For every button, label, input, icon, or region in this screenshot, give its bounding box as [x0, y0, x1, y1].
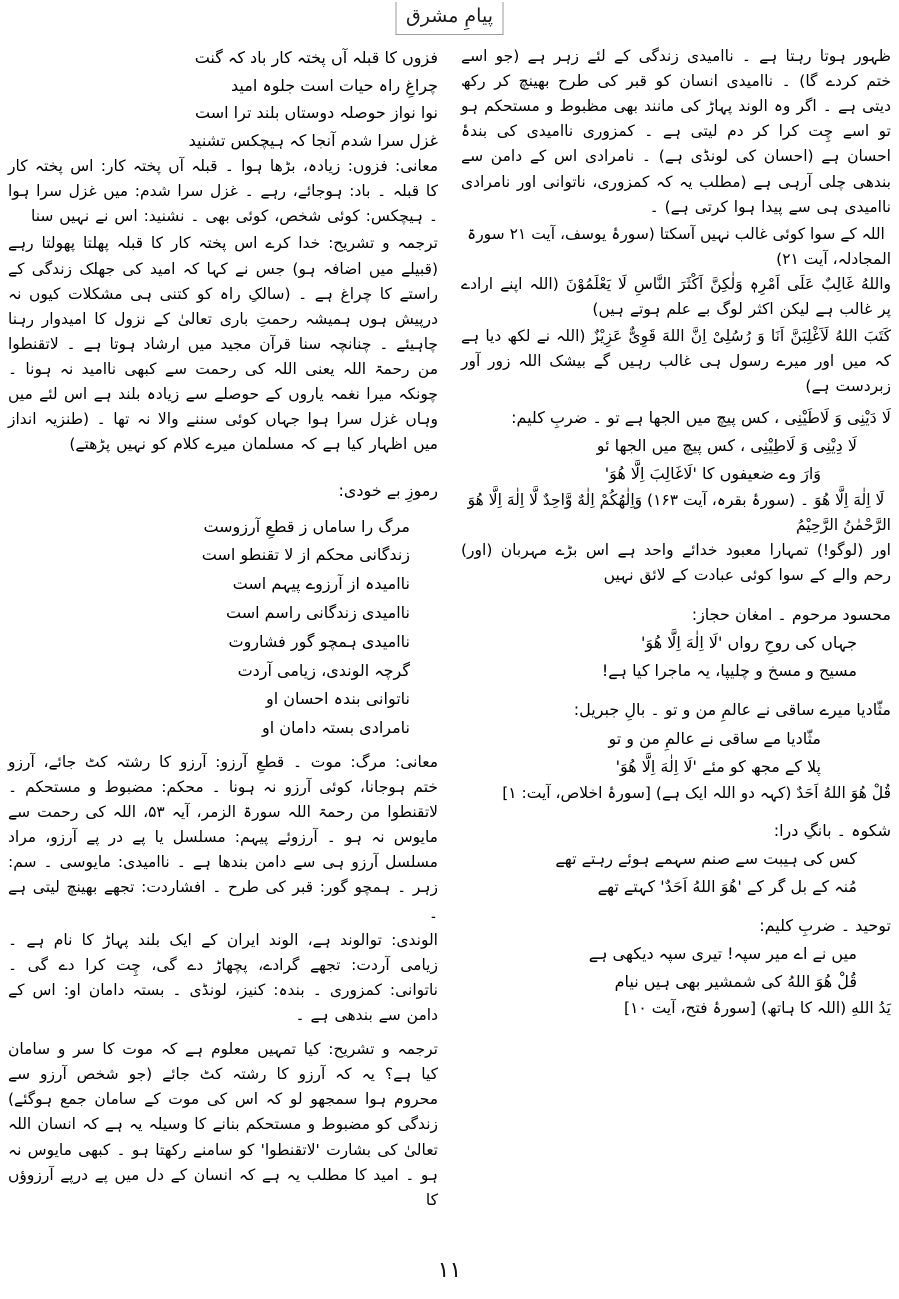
page-number: ۱۱ [437, 1258, 462, 1283]
verse-line: ناامیدی زندگانی راسم است [226, 602, 410, 622]
verse-line: وَارَ وے ضعیفوں کا 'لَاغَالِبَ اِلَّا هُوَ' [604, 463, 821, 483]
verse-line: نوا نواز حوصلہ دوستاں بلند ترا است [195, 103, 438, 123]
section-heading: شکوہ ۔ بانگِ درا: [773, 820, 891, 840]
verse-line: مرگ را ساماں ز قطعِ آرزوست [203, 516, 410, 536]
verse-line: مُنہ کے بل گر کے 'هُوَ اللهُ اَحَدٌ' کہتے تھے [597, 876, 857, 896]
verse-line: غزل سرا شدم آنجا کہ ہیچکس تشنید [188, 130, 438, 150]
text-columns [0, 44, 899, 1244]
glossary-paragraph: معانی: مرگ: موت ۔ قطعِ آرزو: آرزو کا رشتہ کٹ جائے، آرزو ختم ہوجانا، کوئی آرزو نہ ہونا ۔ محکم: مضبوط و مستحکم ۔ لاتقنطوا من رحمۃ اللہ سورۃ الزمر، آیہ ۵۳، اللہ کی رحمت سے مایوس نہ ہو ۔ آرزوئے پیہم: مسلسل یا پے در پے آرزو، مراد مسلسل آرزو ہی سے دامن بندھا ہے ۔ ناامیدی: مایوسی ۔ سم: زہر ۔ ہمچو گور: قبر کی طرح ۔ افشاردت: تجھے بھینچ لیتی ہے ۔ [8, 752, 438, 922]
verse-line: زندگانی محکم از لا تقنطو است [201, 545, 410, 565]
verse-line: گرچہ الوندی، زیامی آردت [237, 660, 410, 680]
column-left [8, 44, 438, 1215]
verse-line: نامرادی بستہ دامان او [262, 718, 410, 738]
paragraph: ظہور ہوتا رہتا ہے ۔ ناامیدی زندگی کے لئے زہر ہے (جو اسے ختم کردے گا) ۔ ناامیدی انسان کو قبر کی طرح بھینچ کر رکھ دیتی ہے ۔ اگر وہ الوند پہاڑ کی مانند بھی مظبوط و مستحکم ہو تو اسے چِت کرا کر دم لیتی ہے ۔ کمزوری ناامیدی کی بندۂ احسان ہے (احسان کی لونڈی ہے) ۔ نامرادی اس کے دامن سے بندھی چلی آرہی ہے (مطلب یہ کہ کمزوری، ناتوانی اور نامرادی ناامیدی ہی سے پیدا ہوا کرتی ہے) ۔ [461, 47, 891, 216]
verse-line: ناتوانی بندہ احسان او [266, 689, 410, 709]
section-heading: لَا دَيْنِى وَ لَاطَيْنِى ، کس پیچ میں الجھا ہے تو ۔ ضربِ کلیم: [511, 407, 891, 427]
book-title: پیامِ مشرق [395, 2, 504, 35]
page-header [0, 0, 899, 40]
verse-line: میں نے اے میر سپہ! تیری سپہ دیکھی ہے [588, 944, 857, 964]
quranic-reference: لَا اِلٰهَ اِلَّا هُوَ ۔ (سورۂ بقرہ، آیت ۱۶۳) وَاِلٰهُكُمْ اِلٰهٌ وَّاحِدٌ لَّا اِلٰهَ اِلَّا هُوَ الرَّحْمٰنُ الرَّحِيْمُ [467, 490, 891, 534]
verse-line: فزوں کا قبلہ آں پختہ کار باد کہ گنت [194, 48, 438, 67]
quranic-reference: يَدُ اللهِ (اللہ کا ہاتھ) [سورۂ فتح، آیت ۱۰] [624, 999, 891, 1018]
spacer [8, 1030, 438, 1037]
spacer [461, 590, 891, 597]
verse-line: مسیح و مسخ و چلیپا، یہ ماجرا کیا ہے! [601, 661, 857, 681]
paragraph: كَتَبَ اللهُ لَاَغْلِبَنَّ اَنَا وَ رُسُلِىْ اِنَّ اللهَ قَوِىٌّ عَزِيْزٌ (اللہ نے لکھ دیا ہے کہ میں اور میرے رسول ہی غالب رہیں گے بیشک اللہ زور آور زبردست ہے) [461, 327, 891, 396]
glossary-paragraph: معانی: فزوں: زیادہ، بڑھا ہوا ۔ قبلہ آں پختہ کار: اس پختہ کار کا قبلہ ۔ باد: ہوجائے، رہے ۔ غزل سرا شدم: میں غزل سرا ہوا ۔ ہیچکس: کوئی شخص، کوئی بھی ۔ نشنید: اس نے نہیں سنا [8, 157, 438, 226]
quranic-reference: قُلْ هُوَ اللهُ اَحَدٌ (کہہ دو اللہ ایک ہے) [سورۂ اخلاص، آیت: ۱] [502, 783, 891, 802]
paragraph: اور (لوگو!) تمہارا معبود خدائے واحد ہے اس بڑے مہربان (اور) رحم والے کے سوا کوئی عبادت کے لائق نہیں [461, 540, 891, 585]
verse-line: مثّادیا مے ساقی نے عالمِ من و تو [608, 728, 821, 748]
spacer [8, 506, 438, 513]
verse-line: قُلْ هُوَ اللهُ کی شمشیر بھی ہیں نیام [614, 972, 857, 992]
section-heading: مثّادیا میرے ساقی نے عالمِ من و تو ۔ بالِ جبریل: [573, 700, 891, 720]
spacer [461, 806, 891, 813]
verse-line: پلا کے مجھ کو مئے 'لَا اِلٰهَ اِلَّا هُوَ' [615, 756, 821, 776]
spacer [461, 685, 891, 692]
spacer [8, 459, 438, 473]
glossary-paragraph: الوندی: توالوند ہے، الوند ایران کے ایک بلند پہاڑ کا نام ہے ۔ زیامی آردت: تجھے گرادے، پچھاڑ دے گی، چِت کرا دے گی ۔ ناتوانی: کمزوری ۔ بندہ: کنیز، لونڈی ۔ بستہ دامان او: اس کے دامن سے بندھی ہے ۔ [8, 930, 438, 1025]
column-right [461, 44, 891, 1021]
verse-line: جہاں کی روحِ رواں 'لَا اِلٰهَ اِلَّا هُوَ' [641, 633, 857, 653]
section-heading: رموزِ بے خودی: [338, 481, 438, 501]
translation-paragraph: ترجمہ و تشریح: خدا کرے اس پختہ کار کا قبلہ پھلتا پھولتا رہے (قبیلے میں اضافہ ہو) جس نے کہا کہ امید کی جھلک زندگی کے راستے کا چراغ ہے ۔ (سالکِ راہ کو کتنی ہی مشکلات کیوں نہ درپیش ہوں ہمیشہ رحمتِ باری تعالیٰ کے نزول کا امیدوار رہنا چاہیئے ۔ چنانچہ سنا قرآن مجید میں ارشاد ہوتا ہے ۔ لاتقنطوا من رحمۃ اللہ یعنی اللہ کی رحمت سے کبھی ناامید نہ ہونا ۔ چونکہ میرا نغمہ یاروں کے حوصلے سے زیادہ بلند ہے اس لئے میں وہاں غزل سرا ہوا جہاں کوئی سننے والا نہ تھا ۔ (طنزیہ انداز میں اظہار کیا ہے کہ مسلمان میرے کلام کو نہیں پڑھتے) [8, 234, 438, 454]
verse-line: ناامیدہ از آرزوے پیہم است [232, 574, 410, 594]
section-heading: محسود مرحوم ۔ امغان حجاز: [691, 605, 891, 625]
verse-line: چراغِ راہ حیات است جلوہ امید [231, 75, 438, 95]
spacer [461, 901, 891, 908]
translation-paragraph: ترجمہ و تشریح: کیا تمہیں معلوم ہے کہ موت کا سر و سامان کیا ہے؟ یہ کہ آرزو کا رشتہ کٹ جائے (جو شخص آرزو سے محروم ہوا سمجھو لو کہ اس کی موت کے سامان جمع ہوگئے) زندگی کو مضبوط و مستحکم بنانے کا وسیلہ یہ ہے کہ انسان اللہ تعالیٰ کی بشارت 'لاتقنطوا' کو سامنے رکھتا ہو ۔ کبھی مایوس نہ ہو ۔ امید کا مطلب یہ ہے کہ انسان کے دل میں پے درپے آرزوؤں کا [8, 1040, 438, 1209]
verse-line: ناامیدی ہمچو گور فشاروت [228, 631, 410, 651]
verse-line: کس کی ہیبت سے صنم سہمے ہوئے رہتے تھے [555, 848, 857, 868]
quranic-reference: اللہ کے سوا کوئی غالب نہیں آسکتا (سورۂ یوسف، آیت ۲۱ سورۃ المجادلہ، آیت ۲۱) [467, 224, 891, 268]
paragraph: واللهُ غَالِبٌ عَلَى اَمْرِهٖ وَلٰكِنَّ اَكْثَرَ النَّاسِ لَا يَعْلَمُوْنَ (اللہ اپنے ارادے پر غالب ہے لیکن اکثر لوگ بے علم ہوتے ہیں) [461, 274, 891, 319]
spacer [8, 743, 438, 750]
verse-line: لَا دِيْنِى وَ لَاطِيْنِى ، کس پیچ میں الجھا ئو [596, 435, 857, 455]
section-heading: توحید ۔ ضربِ کلیم: [759, 915, 891, 935]
